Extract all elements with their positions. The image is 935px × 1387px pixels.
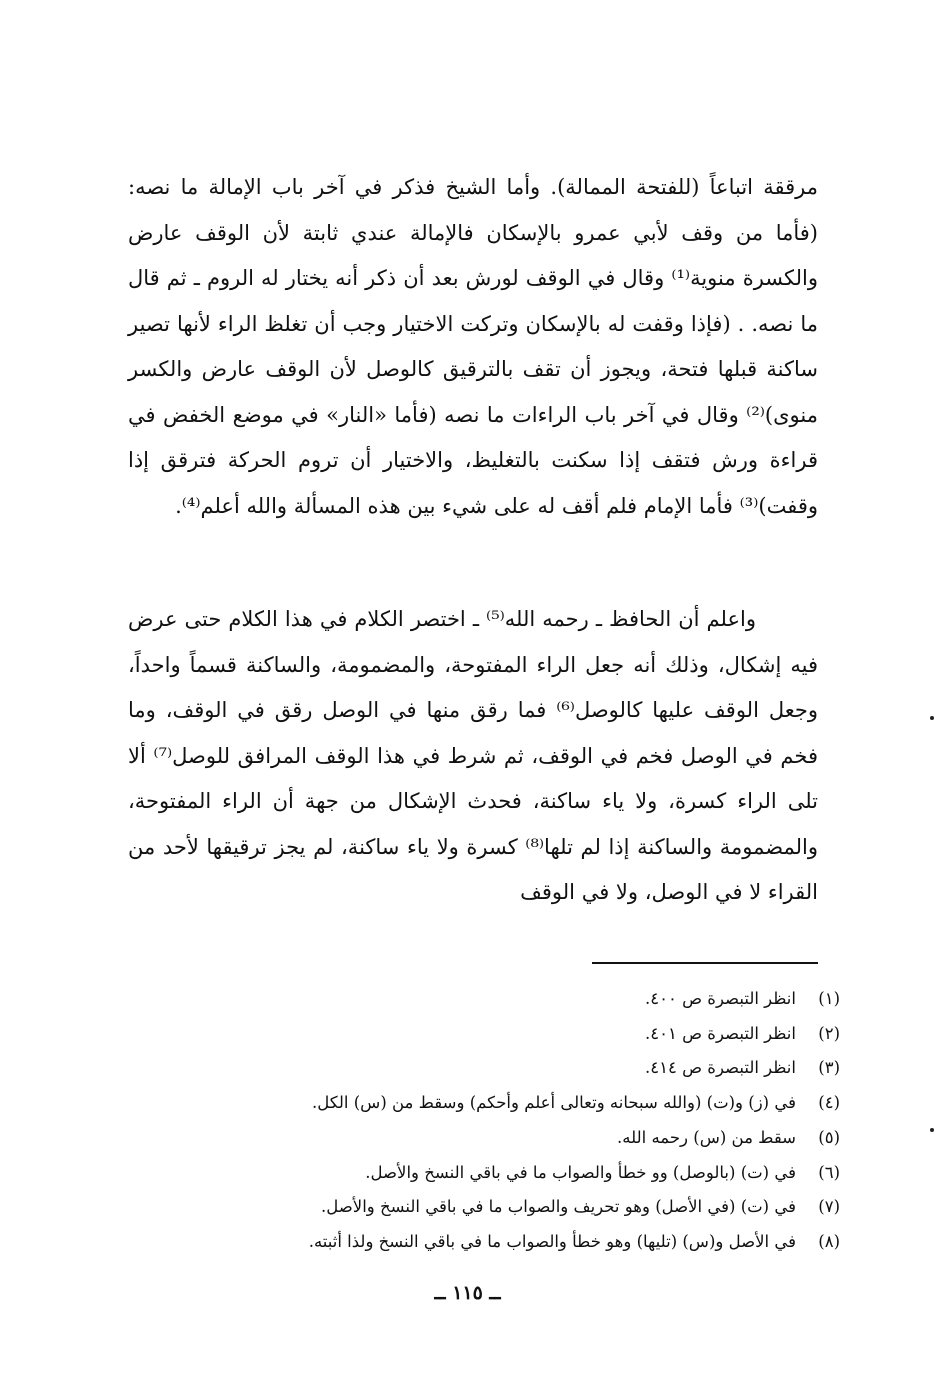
footnote-item <box>128 1086 840 1121</box>
scan-speck <box>930 716 934 720</box>
footnote-item <box>128 1121 840 1156</box>
footnote-number: (٨) <box>818 1231 840 1251</box>
footnote-text: في (ت) (في الأصل) وهو تحريف والصواب ما في باقي النسخ والأصل. <box>321 1197 796 1217</box>
footnote-item <box>128 1225 840 1260</box>
footnote-text: انظر التبصرة ص ٤٠١. <box>645 1023 796 1043</box>
footnote-item <box>128 1051 840 1086</box>
body-paragraph-1: مرققة اتباعاً (للفتحة الممالة). وأما الشيخ فذكر في آخر باب الإمالة ما نصه: (فأما من وقف لأبي عمرو بالإسكان فالإمالة عندي ثابتة لأن الوقف عارض والكسرة منوية⁽¹⁾ وقال في الوقف لورش بعد أن ذكر أنه يختار له الروم ـ ثم قال ما نصه. . (فإذا وقفت له بالإسكان وتركت الاختيار وجب أن تغلظ الراء لأنها تصير ساكنة قبلها فتحة، ويجوز أن تقف بالترقيق كالوصل لأن الوقف عارض والكسر منوى)⁽²⁾ وقال في آخر باب الراءات ما نصه (فأما «النار» في موضع الخفض في قراءة ورش فتقف إذا سكنت بالتغليظ، والاختيار أن تروم الحركة فترقق إذا وقفت)⁽³⁾ فأما الإمام فلم أقف له على شيء بين هذه المسألة والله أعلم⁽⁴⁾. <box>128 175 818 518</box>
footnote-number: (٧) <box>818 1197 840 1217</box>
page-number: ــ ١١٥ ــ <box>434 1282 501 1304</box>
scan-speck <box>930 1128 934 1132</box>
footnote-item <box>128 1156 840 1191</box>
footnote-text: سقط من (س) رحمه الله. <box>617 1127 796 1147</box>
footnote-text: انظر التبصرة ص ٤١٤. <box>645 1058 796 1078</box>
footnote-text: انظر التبصرة ص ٤٠٠. <box>645 989 796 1008</box>
footnote-item <box>128 1017 840 1052</box>
footnote-text: في الأصل و(س) (تليها) وهو خطأ والصواب ما في باقي النسخ ولذا أثبته. <box>308 1231 796 1251</box>
footnote-number: (٥) <box>818 1127 840 1147</box>
footnote-number: (١) <box>818 989 840 1008</box>
footnote-text: في (ت) (بالوصل) وو خطأ والصواب ما في باقي النسخ والأصل. <box>365 1162 796 1182</box>
footnote-number: (٢) <box>818 1023 840 1043</box>
footnote-separator <box>592 962 818 964</box>
footnote-number: (٦) <box>818 1162 840 1182</box>
footnote-item <box>128 1190 840 1225</box>
footnotes-list <box>128 982 840 1260</box>
footnote-text: في (ز) و(ت) (والله سبحانه وتعالى أعلم وأحكم) وسقط من (س) الكل. <box>312 1093 796 1113</box>
body-paragraph-2: واعلم أن الحافظ ـ رحمه الله⁽⁵⁾ ـ اختصر الكلام في هذا الكلام حتى عرض فيه إشكال، وذلك أنه جعل الراء المفتوحة، والمضمومة، والساكنة قسماً واحداً، وجعل الوقف عليها كالوصل⁽⁶⁾ فما رقق منها في الوصل رقق في الوقف، وما فخم في الوصل فخم في الوقف، ثم شرط في هذا الوقف المرافق للوصل⁽⁷⁾ ألا تلى الراء كسرة، ولا ياء ساكنة، فحدث الإشكال من جهة أن الراء المفتوحة، والمضمومة والساكنة إذا لم تلها⁽⁸⁾ كسرة ولا ياء ساكنة، لم يجز ترقيقها لأحد من القراء لا في الوصل، ولا في الوقف <box>128 607 818 904</box>
footnote-number: (٣) <box>818 1058 840 1078</box>
footnote-item <box>128 982 840 1017</box>
footnote-number: (٤) <box>818 1093 840 1113</box>
